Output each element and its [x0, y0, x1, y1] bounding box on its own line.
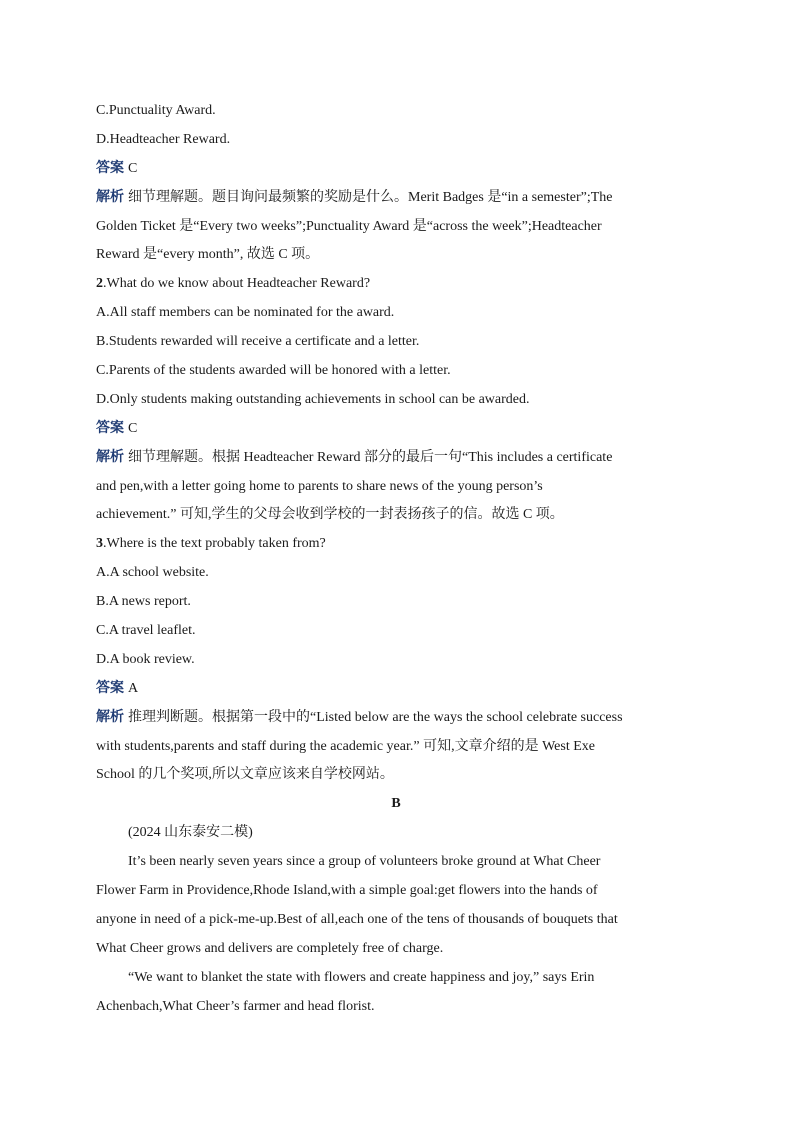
- section-b-para2-line-1: “We want to blanket the state with flowers and create happiness and joy,” says Erin: [128, 969, 595, 985]
- q2-answer-label: 答案: [96, 420, 124, 436]
- q2-analysis-line-1: [96, 444, 696, 473]
- section-b-para1-line-3: anyone in need of a pick-me-up.Best of all,each one of the tens of thousands of bouquets that: [96, 911, 618, 927]
- q2-stem: [96, 270, 696, 299]
- q3-option-d: D.A book review.: [96, 651, 195, 667]
- q2-option-a: A.All staff members can be nominated for the award.: [96, 305, 395, 321]
- q2-analysis-text-1: 细节理解题。根据 Headteacher Reward 部分的最后一句“This includes a certificate: [128, 449, 613, 465]
- q3-option-b: B.A news report.: [96, 594, 191, 610]
- q1-analysis-line-2: Golden Ticket 是“Every two weeks”;Punctuality Award 是“across the week”;Headteacher: [96, 218, 602, 234]
- document-content: [96, 97, 696, 1022]
- q1-analysis-label: 解析: [96, 189, 124, 205]
- q1-option-c: C.Punctuality Award.: [96, 103, 216, 118]
- q2-option-d: D.Only students making outstanding achievements in school can be awarded.: [96, 391, 530, 407]
- q1-answer-value: C: [128, 160, 138, 176]
- section-b-heading: B: [391, 796, 401, 812]
- q2-number: 2: [96, 276, 103, 292]
- q3-stem-text: .Where is the text probably taken from?: [103, 536, 326, 552]
- q1-analysis-text-1: 细节理解题。题目询问最频繁的奖励是什么。Merit Badges 是“in a semester”;The: [128, 189, 613, 205]
- q3-analysis-line-2: with students,parents and staff during the academic year.” 可知,文章介绍的是 West Exe: [96, 738, 595, 754]
- q3-option-a: A.A school website.: [96, 565, 209, 581]
- q3-analysis-line-3: School 的几个奖项,所以文章应该来自学校网站。: [96, 767, 394, 783]
- q1-option-d: D.Headteacher Reward.: [96, 131, 231, 147]
- q3-analysis-label: 解析: [96, 709, 124, 725]
- q3-answer-value: A: [128, 680, 139, 696]
- q3-stem: [96, 530, 696, 559]
- q3-answer-label: 答案: [96, 680, 124, 696]
- q2-analysis-label: 解析: [96, 449, 124, 465]
- q2-answer-value: C: [128, 420, 138, 436]
- q2-option-b: B.Students rewarded will receive a certificate and a letter.: [96, 334, 420, 350]
- section-b-para1-line-1: It’s been nearly seven years since a group of volunteers broke ground at What Cheer: [128, 854, 601, 870]
- q3-answer: [96, 675, 696, 704]
- q2-answer: [96, 415, 696, 444]
- q3-number: 3: [96, 536, 103, 552]
- q3-analysis-text-1: 推理判断题。根据第一段中的“Listed below are the ways the school celebrate success: [128, 709, 623, 725]
- q1-analysis-line-3: Reward 是“every month”, 故选 C 项。: [96, 247, 320, 263]
- q1-analysis-line-1: [96, 184, 696, 213]
- q3-analysis-line-1: [96, 704, 696, 733]
- q2-stem-text: .What do we know about Headteacher Reward?: [103, 276, 371, 292]
- q1-answer: [96, 155, 696, 184]
- q2-analysis-line-2: and pen,with a letter going home to parents to share news of the young person’s: [96, 478, 543, 494]
- section-b-para1-line-2: Flower Farm in Providence,Rhode Island,with a simple goal:get flowers into the hands of: [96, 883, 598, 899]
- q2-option-c: C.Parents of the students awarded will be honored with a letter.: [96, 363, 451, 379]
- section-b-para1-line-4: What Cheer grows and delivers are completely free of charge.: [96, 940, 444, 956]
- section-b-para2-line-2: Achenbach,What Cheer’s farmer and head florist.: [96, 998, 375, 1014]
- q2-analysis-line-3: achievement.” 可知,学生的父母会收到学校的一封表扬孩子的信。故选 C 项。: [96, 507, 564, 523]
- section-b-source: (2024 山东泰安二模): [128, 825, 253, 841]
- q3-option-c: C.A travel leaflet.: [96, 623, 196, 639]
- q1-answer-label: 答案: [96, 160, 124, 176]
